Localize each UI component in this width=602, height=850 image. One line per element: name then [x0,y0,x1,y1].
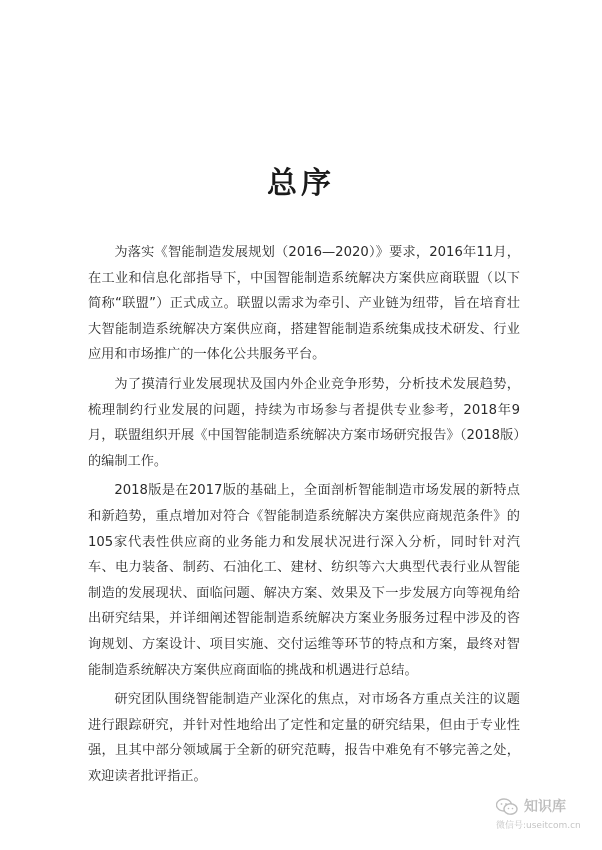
document-body [88,240,520,793]
paragraph-2: 为了摸清行业发展现状及国内外企业竞争形势，分析技术发展趋势，梳理制约行业发展的问题，持续为市场参与者提供专业参考，2018年9月，联盟组织开展《中国智能制造系统解决方案市场研究报告》（2018版）的编制工作。 [88,376,520,469]
watermark [496,796,586,836]
watermark-subtext: 微信号:useitcom.cn [496,821,581,831]
page-title: 总序 [267,166,335,201]
paragraph-3: 2018版是在2017版的基础上，全面剖析智能制造市场发展的新特点和新趋势，重点增加对符合《智能制造系统解决方案供应商规范条件》的105家代表性供应商的业务能力和发展状况进行深入分析，同时针对汽车、电力装备、制药、石油化工、建材、纺织等六大典型代表行业从智能制造的发展现状、面临问题、解决方案、效果及下一步发展方向等视角给出研究结果，并详细阐述智能制造系统解决方案业务服务过程中涉及的咨询规划、方案设计、项目实施、交付运维等环节的特点和方案，最终对智能制造系统解决方案供应商面临的挑战和机遇进行总结。 [88,483,520,678]
wechat-icon [496,798,518,816]
paragraph-1: 为落实《智能制造发展规划（2016—2020）》要求，2016年11月，在工业和信息化部指导下，中国智能制造系统解决方案供应商联盟（以下简称“联盟”）正式成立。联盟以需求为牵引、产业链为纽带，旨在培育壮大智能制造系统解决方案供应商，搭建智能制造系统集成技术研发、行业应用和市场推广的一体化公共服务平台。 [88,245,520,363]
watermark-brand: 知识库 [524,799,566,815]
paragraph-4: 研究团队围绕智能制造产业深化的焦点，对市场各方重点关注的议题进行跟踪研究，并针对性地给出了定性和定量的研究结果，但由于专业性强，且其中部分领域属于全新的研究范畴，报告中难免有不够完善之处，欢迎读者批评指正。 [88,692,520,784]
